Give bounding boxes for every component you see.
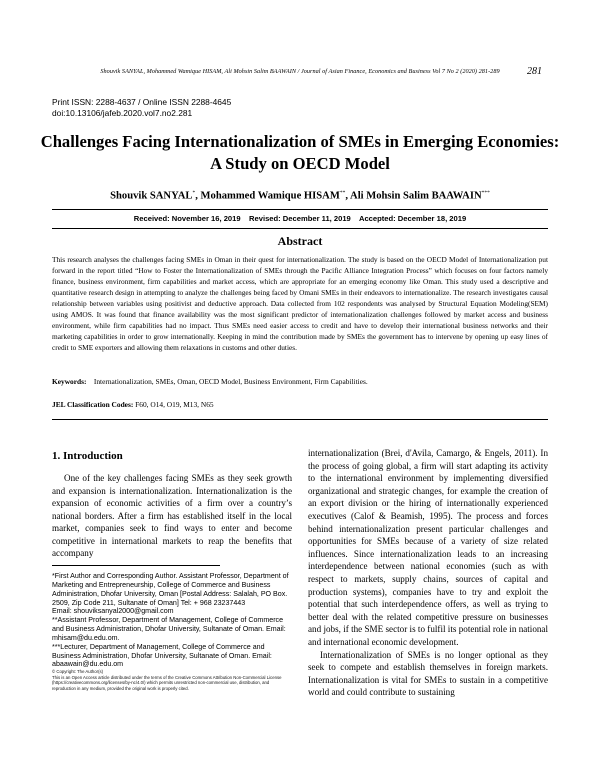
divider-under-dates	[52, 228, 548, 229]
keywords-text: Internationalization, SMEs, Oman, OECD Model, Business Environment, Firm Capabilities.	[93, 377, 368, 386]
keywords-label: Keywords:	[52, 377, 87, 386]
footnote-rule	[52, 565, 220, 566]
divider-top	[52, 209, 548, 210]
jel-line	[52, 400, 214, 409]
intro-left-column	[52, 472, 292, 560]
doi-line: doi:10.13106/jafeb.2020.vol7.no2.281	[52, 108, 193, 118]
author-3-mark: ***	[481, 190, 490, 196]
footnote-author-1: *First Author and Corresponding Author. Assistant Professor, Department of Marketing and Entrepreneurship, College of Commerce and Business Administration, Dhofar University, Oman [Postal Address: Salalah, PO Box. 2509, Zip Code 211, Sultanate of Oman] Tel: + 968 23237443	[52, 572, 289, 607]
page-number: 281	[527, 66, 542, 77]
footnote-author-1-email: Email: shouviksanyal2000@gmail.com	[52, 607, 174, 616]
author-3: Ali Mohsin Salim BAAWAIN	[350, 190, 482, 202]
jel-label: JEL Classification Codes:	[52, 400, 134, 409]
footnote-author-3: ***Lecturer, Department of Management, College of Commerce and Business Administration, Dhofar University, Sultanate of Oman. Email: abaawain@du.edu.om	[52, 642, 272, 669]
intro-paragraph-2: internationalization (Brei, d'Avila, Camargo, & Engels, 2011). In the process of going global, a firm will start adapting its activity to the international environment by implementing diversified organizational and strategic changes, for example the creation of an export division or the hiring of internationally experienced executives (Calof & Beamish, 1995). The process and forces behind internationalization present particular challenges and opportunities for SMEs because of a variety of size related influences. Since internationalization leads to an increasing interdependence between national economies (such as with respect to markets, supply chains, sources of capital and production systems), companies have to try and exploit the potential that such interdependence offers, as well as trying to better deal with the related competitive pressure on businesses and jobs, if the SME sector is to fulfil its potential role in national and international economic development.	[308, 448, 548, 647]
license-text: This is an Open Access article distributed under the terms of the Creative Commons Attribution Non-Commercial License (https://creativecommons.org/licenses/by-nc/4.0/) which permits unrestricted non-commercial use, distribution, and reproduction in any medium, provided the original work is properly cited.	[52, 674, 282, 691]
footnotes	[52, 572, 292, 691]
submission-dates	[40, 214, 560, 223]
title-line-1: Challenges Facing Internationalization of SMEs in Emerging Economies:	[40, 132, 560, 151]
received-date: Received: November 16, 2019	[133, 214, 241, 223]
divider-after-jel	[52, 419, 548, 420]
author-1-mark: *	[192, 190, 196, 196]
author-2: Mohammed Wamique HISAM	[200, 190, 340, 202]
footnote-author-2: **Assistant Professor, Department of Management, College of Commerce and Business Administration, Dhofar University, Sultanate of Oman. Email: mhisam@du.edu.om.	[52, 616, 286, 642]
intro-paragraph-1: One of the key challenges facing SMEs as they seek growth and expansion is internationalization. Internationalization is the expansion of economic activities of a firm over a country’s national borders. After a firm has established itself in the local market, companies seek to find ways to enter and become competitive in international markets to reap the benefits that accompany	[52, 473, 292, 559]
author-1: Shouvik SANYAL	[110, 190, 193, 202]
intro-paragraph-3: Internationalization of SMEs is no longer optional as they seek to compete and establish themselves in foreign markets. Internationalization is vital for SMEs to sustain in a competitive world and could contribute to sustaining	[308, 649, 548, 698]
revised-date: Revised: December 11, 2019	[249, 214, 351, 223]
abstract-heading: Abstract	[277, 234, 323, 248]
issn-line: Print ISSN: 2288-4637 / Online ISSN 2288-4645	[52, 97, 232, 107]
running-head: Shouvik SANYAL, Mohammed Wamique HISAM, Ali Mohsin Salim BAAWAIN / Journal of Asian Finance, Economics and Business Vol 7 No 2 (2020) 281-289	[100, 68, 500, 75]
section-heading-introduction: 1. Introduction	[52, 450, 123, 462]
author-list: Shouvik SANYAL*, Mohammed Wamique HISAM**, Ali Mohsin Salim BAAWAIN***	[110, 190, 490, 202]
abstract-text: This research analyses the challenges facing SMEs in Oman in their quest for internationalization. The study is based on the OECD Model of Internationalization put forward in the report titled “How to Foster the Internationalization of SMEs through the Pacific Alliance Integration Process” which focuses on four factors namely finance, business environment, firm capabilities and market access, which are appropriate for an emerging economy like Oman. This study used a descriptive and quantitative research design in attempting to analyze the challenges being faced by Omani SMEs in their endeavors to internationalize. The research investigates causal relationship between variables using positivist and deductive approach. Data collected from 102 respondents was analysed by Structural Equation Modeling(SEM) using AMOS. It was found that finance availability was the most significant predictor of internationalization challenges followed by market access and business environment, while firm capabilities had no impact. Thus SMEs need easier access to credit and have to develop their international business networks and their marketing capabilities in order to grow internationally. Keeping in mind the contribution made by SMEs the government has to intervene by opening up easy lines of credit to SME exporters and allowing them relaxations in customs and other duties.	[52, 255, 548, 353]
copyright-line: © Copyright: The Author(s)	[52, 669, 104, 675]
keywords-line	[52, 377, 368, 386]
jel-codes: F60, O14, O19, M13, N65	[135, 400, 214, 409]
paper-title	[40, 131, 560, 175]
title-line-2: A Study on OECD Model	[210, 154, 390, 173]
author-2-mark: **	[339, 190, 346, 196]
accepted-date: Accepted: December 18, 2019	[358, 214, 467, 223]
intro-right-column	[308, 447, 548, 699]
issn-block	[52, 97, 231, 119]
